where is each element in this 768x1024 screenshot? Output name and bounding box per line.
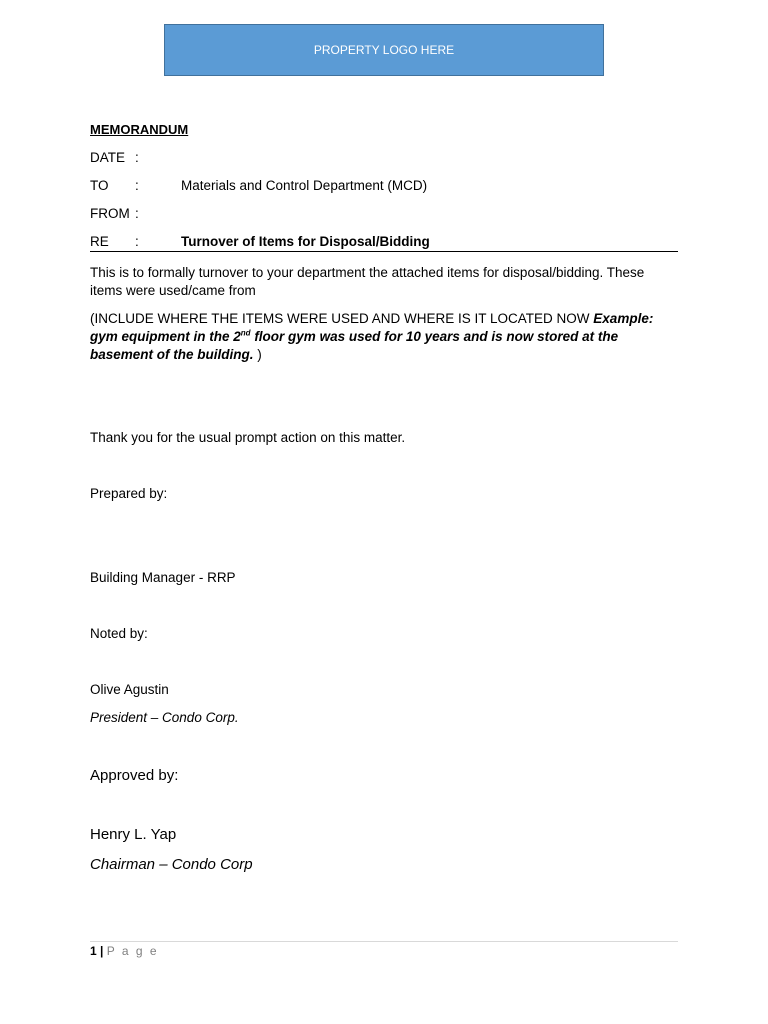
from-label: FROM (90, 206, 130, 221)
date-colon: : (135, 150, 139, 165)
footer-separator: | (100, 944, 104, 958)
example-part1: Example: gym equipment in the 2 (90, 311, 654, 344)
page-number: 1 (90, 944, 97, 958)
example-part2: floor gym was used for 10 years and is now stored at the basement of the building. (90, 329, 619, 362)
logo-text: PROPERTY LOGO HERE (313, 43, 455, 57)
from-colon: : (135, 206, 139, 221)
noted-label: Noted by: (90, 626, 148, 641)
re-colon: : (135, 234, 139, 249)
footer-divider (90, 941, 678, 942)
intro-paragraph: This is to formally turnover to your department the attached items for disposal/bidding. These items were used/came from (90, 265, 645, 298)
date-label: DATE (90, 150, 126, 165)
instruction-suffix: ) (253, 347, 262, 362)
prepared-title: Building Manager - RRP (90, 570, 236, 585)
thanks-line: Thank you for the usual prompt action on this matter. (90, 430, 406, 445)
instruction-prefix: (INCLUDE WHERE THE ITEMS WERE USED AND WHERE IS IT LOCATED NOW (90, 311, 594, 326)
page-label: P a g e (106, 944, 159, 958)
header-divider (90, 251, 678, 252)
to-label: TO (90, 178, 109, 193)
noted-title: President – Condo Corp. (90, 710, 239, 725)
approved-name: Henry L. Yap (90, 826, 177, 843)
re-value: Turnover of Items for Disposal/Bidding (181, 234, 430, 249)
noted-name: Olive Agustin (90, 682, 169, 697)
to-colon: : (135, 178, 139, 193)
page-footer (90, 944, 159, 958)
prepared-label: Prepared by: (90, 486, 168, 501)
approved-title: Chairman – Condo Corp (90, 856, 253, 873)
property-logo-placeholder (164, 24, 604, 76)
to-value: Materials and Control Department (MCD) (181, 178, 428, 193)
example-superscript: nd (240, 328, 251, 338)
approved-label: Approved by: (90, 767, 179, 784)
instruction-paragraph (90, 310, 678, 364)
re-label: RE (90, 234, 109, 249)
memo-title: MEMORANDUM (90, 122, 189, 137)
